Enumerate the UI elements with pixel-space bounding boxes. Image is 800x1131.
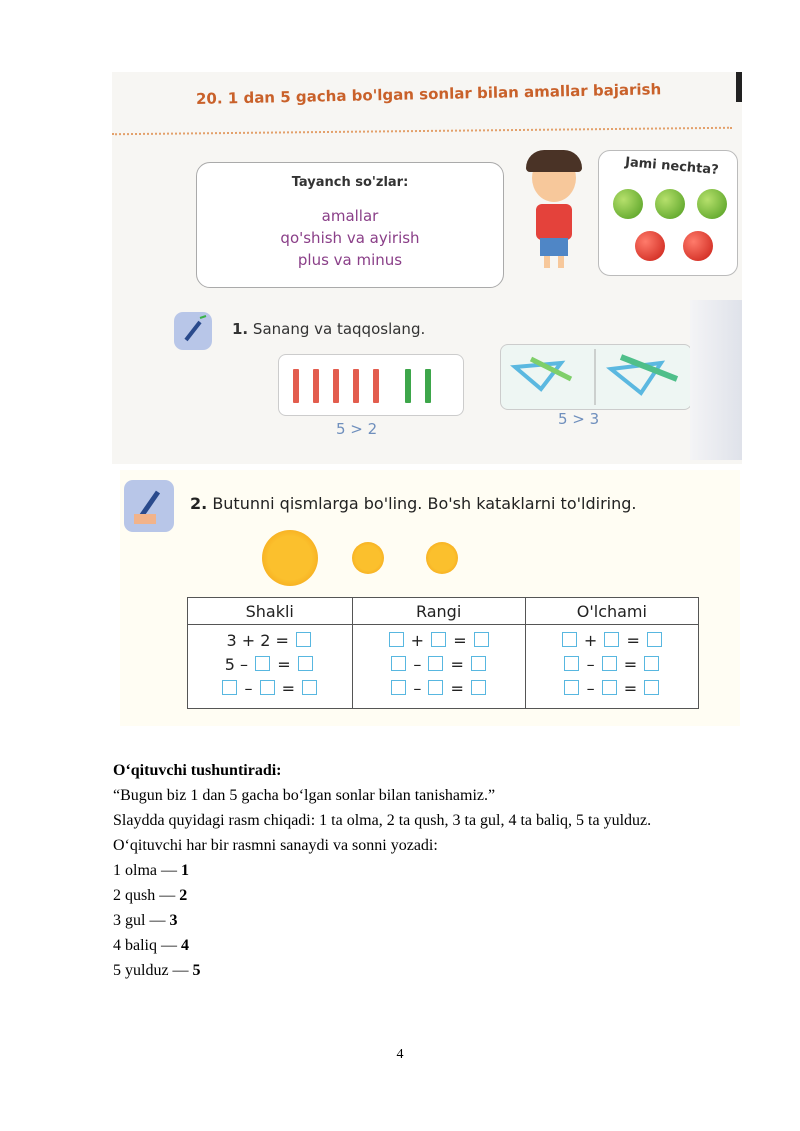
explain-slide: Slaydda quyidagi rasm chiqadi: 1 ta olma, 2 ta qush, 3 ta gul, 4 ta baliq, 5 ta yulduz. <box>113 812 652 829</box>
answer-box[interactable] <box>644 656 659 671</box>
page-edge <box>736 72 742 102</box>
task2-instruction: 2. Butunni qismlarga bo'ling. Bo'sh kataklarni to'ldiring. <box>190 494 637 513</box>
page-shadow <box>690 300 742 460</box>
equation-row: – = <box>354 677 524 701</box>
red-pencil-icon <box>313 369 319 403</box>
keywords-box <box>196 162 504 288</box>
answer-box[interactable] <box>564 656 579 671</box>
small-sun-icon <box>352 542 384 574</box>
red-pencil-icon <box>333 369 339 403</box>
boy-hair <box>526 150 582 172</box>
answer-box[interactable] <box>474 632 489 647</box>
page-number: 4 <box>396 1047 404 1062</box>
red-pencil-icon <box>293 369 299 403</box>
lesson-title: 20. 1 dan 5 gacha bo'lgan sonlar bilan amallar bajarish <box>195 80 662 108</box>
answer-box[interactable] <box>564 680 579 695</box>
explain-counts: O‘qituvchi har bir rasmni sanaydi va sonni yozadi: <box>113 837 438 854</box>
green-pencil-icon <box>405 369 411 403</box>
textbook-photo <box>112 72 742 464</box>
pencils-box <box>278 354 464 416</box>
color-cell <box>352 625 525 709</box>
answer-box[interactable] <box>602 656 617 671</box>
handwritten-answer: 5 > 3 <box>558 410 600 428</box>
answer-box[interactable] <box>471 680 486 695</box>
answer-box[interactable] <box>298 656 313 671</box>
pencil-icon <box>124 480 174 532</box>
explain-quote: “Bugun biz 1 dan 5 gacha bo‘lgan sonlar bilan tanishamiz.” <box>113 787 496 804</box>
equation-row: 5 – = <box>189 653 351 677</box>
handwritten-answer: 5 > 2 <box>336 420 378 438</box>
answer-box[interactable] <box>222 680 237 695</box>
small-sun-icon <box>426 542 458 574</box>
title-divider <box>112 127 732 135</box>
answer-box[interactable] <box>431 632 446 647</box>
answer-box[interactable] <box>604 632 619 647</box>
equation-row: – = <box>527 653 697 677</box>
answer-box[interactable] <box>428 656 443 671</box>
red-pencil-icon <box>353 369 359 403</box>
equation-row: + = <box>527 629 697 653</box>
equation-row: – = <box>354 653 524 677</box>
equation-row: – = <box>189 677 351 701</box>
size-cell <box>525 625 698 709</box>
yellow-moon-icon <box>506 538 542 582</box>
blue-moon-icon <box>566 538 602 582</box>
answer-box[interactable] <box>644 680 659 695</box>
answer-box[interactable] <box>602 680 617 695</box>
list-item: 3 gul — 3 <box>113 912 178 929</box>
equation-row: + = <box>354 629 524 653</box>
column-header-shape: Shakli <box>188 598 353 625</box>
task2-table <box>187 597 699 709</box>
apples-box <box>598 150 738 276</box>
pencil-icon <box>174 312 212 350</box>
scribble-drawing <box>501 345 691 409</box>
answer-box[interactable] <box>296 632 311 647</box>
apples-title: Jami nechta? <box>624 154 720 179</box>
green-pencil-icon <box>425 369 431 403</box>
boy-shorts <box>540 238 568 256</box>
answer-box[interactable] <box>302 680 317 695</box>
green-apple-icon <box>697 189 727 219</box>
answer-box[interactable] <box>260 680 275 695</box>
keyword-item: amallar <box>321 207 379 225</box>
explain-heading: O‘qituvchi tushuntiradi: <box>113 762 282 779</box>
equation-row: – = <box>527 677 697 701</box>
list-item: 5 yulduz — 5 <box>113 962 201 979</box>
answer-box[interactable] <box>471 656 486 671</box>
keyword-item: qo'shish va ayirish <box>280 229 420 247</box>
drawing-box <box>500 344 692 410</box>
keywords-title: Tayanch so'zlar: <box>291 175 409 190</box>
list-item: 2 qush — 2 <box>113 887 188 904</box>
green-apple-icon <box>655 189 685 219</box>
answer-box[interactable] <box>391 656 406 671</box>
column-header-size: O'lchami <box>525 598 698 625</box>
answer-box[interactable] <box>255 656 270 671</box>
answer-box[interactable] <box>428 680 443 695</box>
answer-box[interactable] <box>391 680 406 695</box>
red-apple-icon <box>635 231 665 261</box>
big-sun-icon <box>262 530 318 586</box>
keyword-item: plus va minus <box>297 251 403 269</box>
boy-leg <box>544 256 550 268</box>
column-header-color: Rangi <box>352 598 525 625</box>
equation-row: 3 + 2 = <box>189 629 351 653</box>
boy-shirt <box>536 204 572 240</box>
answer-box[interactable] <box>647 632 662 647</box>
answer-box[interactable] <box>389 632 404 647</box>
boy-leg <box>558 256 564 268</box>
shape-cell <box>188 625 353 709</box>
answer-box[interactable] <box>562 632 577 647</box>
task1-instruction: 1. Sanang va taqqoslang. <box>232 320 426 338</box>
red-pencil-icon <box>373 369 379 403</box>
red-apple-icon <box>683 231 713 261</box>
list-item: 1 olma — 1 <box>113 862 189 879</box>
list-item: 4 baliq — 4 <box>113 937 189 954</box>
green-apple-icon <box>613 189 643 219</box>
